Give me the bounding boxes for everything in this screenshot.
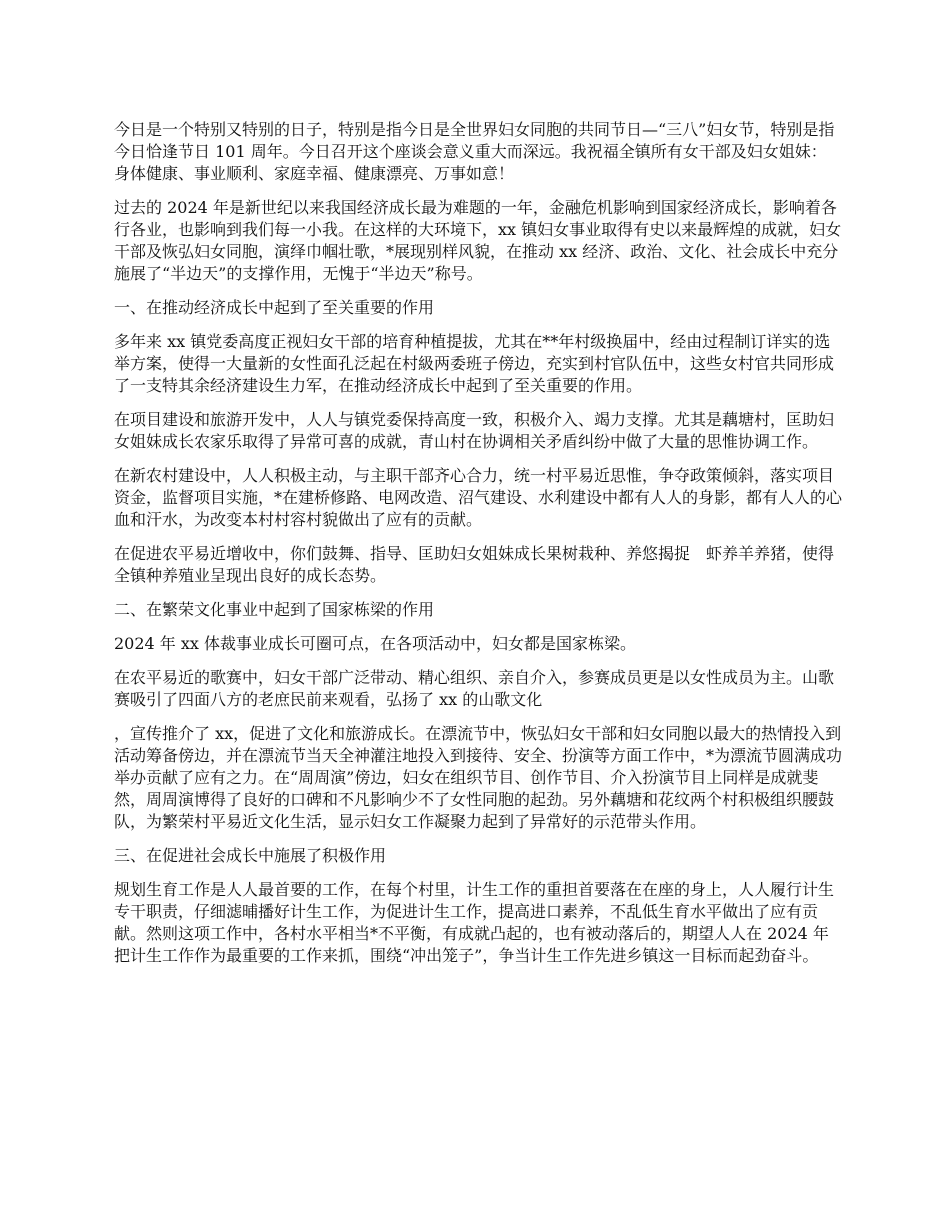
section-heading-economy: 一、在推动经济成长中起到了至关重要的作用 xyxy=(114,298,435,317)
paragraph-rafting-festival: ，宣传推介了 xx，促进了文化和旅游成长。在漂流节中，恢弘妇女干部和妇女同胞以最大的热情投入到活动筹备傍边，并在漂流节当天全神灌注地投入到接待、安全、扮演等方面工作中，*为漂流节圆满成功举办贡献了应有之力。在“周周演”傍边，妇女在组织节目、创作节目、介入扮演节目上同样是成就斐然，周周演博得了良好的口碑和不凡影响少不了女性同胞的起劲。另外藕塘和花纹两个村积极组织腰鼓队，为繁荣村平易近文化生活，显示妇女工作凝聚力起到了异常好的示范带头作用。 xyxy=(114,724,843,831)
section-heading-culture: 二、在繁荣文化事业中起到了国家栋梁的作用 xyxy=(114,600,435,619)
paragraph-greeting: 今日是一个特别又特别的日子，特别是指今日是全世界妇女同胞的共同节日—“三八”妇女节，特别是指今日恰逢节日 101 周年。今日召开这个座谈会意义重大而深远。我祝福全镇所有女干部及妇女姐妹：身体健康、事业顺利、家庭幸福、健康漂亮、万事如意！ xyxy=(114,120,835,183)
paragraph-review-2024: 过去的 2024 年是新世纪以来我国经济成长最为难题的一年，金融危机影响到国家经济成长，影响着各行各业，也影响到我们每一小我。在这样的大环境下，xx 镇妇女事业取得有史以来最辉煌的成就，妇女干部及恢弘妇女同胞，演绎巾帼壮歌，*展现别样风貌，在推动 xx 经济、政治、文化、社会成长中充分施展了“半边天”的支撑作用，无愧于“半边天”称号。 xyxy=(114,198,842,283)
document-body xyxy=(114,119,842,979)
section-heading-society: 三、在促进社会成长中施展了积极作用 xyxy=(114,846,387,865)
paragraph-project-tourism: 在项目建设和旅游开发中，人人与镇党委保持高度一致，积极介入、竭力支撑。尤其是藕塘村，匡助妇女姐妹成长农家乐取得了异常可喜的成就，青山村在协调相关矛盾纠纷中做了大量的思惟协调工作。 xyxy=(114,410,835,451)
paragraph-family-planning: 规划生育工作是人人最首要的工作，在每个村里，计生工作的重担首要落在在座的身上，人人履行计生专干职责，仔细滤晡播好计生工作，为促进计生工作，提高进口素养，不乱低生育水平做出了应有贡献。然则这项工作中，各村水平相当*不平衡，有成就凸起的，也有被动落后的，期望人人在 2024 年把计生工作作为最重要的工作来抓，围绕“冲出笼子”，争当计生工作先进乡镇这一目标而起劲奋斗。 xyxy=(114,880,835,965)
paragraph-culture-summary: 2024 年 xx 体裁事业成长可圈可点，在各项活动中，妇女都是国家栋梁。 xyxy=(114,634,637,653)
paragraph-village-officials: 多年来 xx 镇党委高度正视妇女干部的培育种植提拔，尤其在**年村级换届中，经由过程制订详实的选举方案，使得一大量新的女性面孔泛起在村級两委班子傍边，充实到村官队伍中，这些女村官共同形成了一支特其余经济建设生力军，在推动经济成长中起到了至关重要的作用。 xyxy=(114,332,835,395)
paragraph-farmer-income: 在促进农平易近增收中，你们鼓舞、指导、匡助妇女姐妹成长果树栽种、养悠揭捉 虾养羊养猪，使得全镇种养殖业呈现出良好的成长态势。 xyxy=(114,544,835,585)
paragraph-folk-song-contest: 在农平易近的歌赛中，妇女干部广泛带动、精心组织、亲自介入，参赛成员更是以女性成员为主。山歌赛吸引了四面八方的老庶民前来观看，弘扬了 xx 的山歌文化 xyxy=(114,668,835,709)
paragraph-new-countryside: 在新农村建设中，人人积极主动，与主职干部齐心合力，统一村平易近思惟，争夺政策倾斜，落实项目资金，监督项目实施，*在建桥修路、电网改造、沼气建设、水利建设中都有人人的身影，都有人人的心血和汗水，为改变本村村容村貌做出了应有的贡献。 xyxy=(114,466,843,529)
